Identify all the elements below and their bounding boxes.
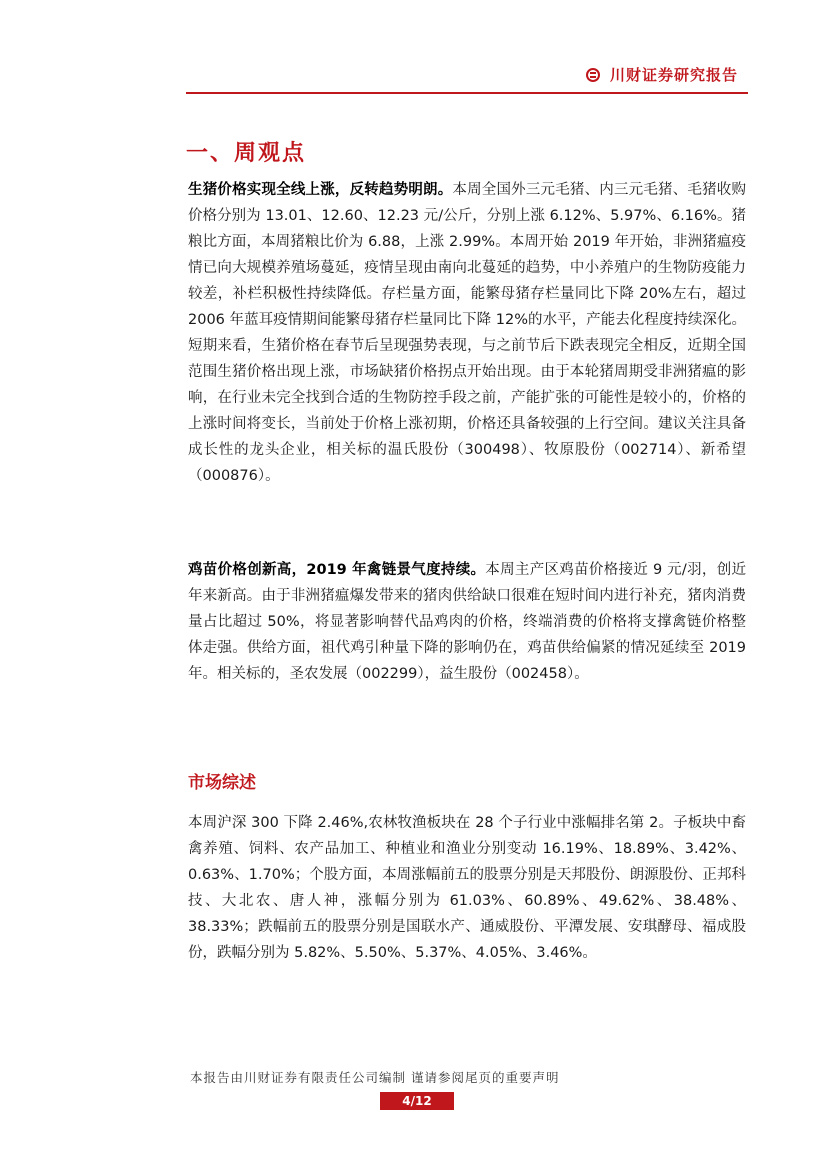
section-heading-market-overview: 市场综述 bbox=[188, 773, 256, 793]
paragraph-lead: 生猪价格实现全线上涨，反转趋势明朗。 bbox=[188, 182, 453, 198]
paragraph-chick-prices bbox=[188, 557, 746, 687]
header-title: 川财证券研究报告 bbox=[610, 66, 739, 84]
paragraph-hog-prices bbox=[188, 177, 746, 489]
paragraph-market-overview: 本周沪深 300 下降 2.46%,农林牧渔板块在 28 个子行业中涨幅排名第 2。子板块中畜禽养殖、饲料、农产品加工、种植业和渔业分别变动 16.19%、18.89%、3.42%、0.63%、1.70%；个股方面，本周涨幅前五的股票分别是天邦股份、朗源股份、正邦科技、大北农、唐人神，涨幅分别为 61.03%、60.89%、49.62%、38.48%、38.33%；跌幅前五的股票分别是国联水产、通威股份、平潭发展、安琪酵母、福成股份，跌幅分别为 5.82%、5.50%、5.37%、4.05%、3.46%。 bbox=[188, 815, 746, 961]
footer-disclaimer: 本报告由川财证券有限责任公司编制 谨请参阅尾页的重要声明 bbox=[190, 1070, 560, 1085]
section-heading-weekly-view: 一、周观点 bbox=[186, 141, 307, 166]
paragraph-body: 本周全国外三元毛猪、内三元毛猪、毛猪收购价格分别为 13.01、12.60、12.23 元/公斤，分别上涨 6.12%、5.97%、6.16%。猪粮比方面，本周猪粮比价为 6.88，上涨 2.99%。本周开始 2019 年开始，非洲猪瘟疫情已向大规模养殖场蔓延，疫情呈现由南向北蔓延的趋势，中小养殖户的生物防疫能力较差，补栏积极性持续降低。存栏量方面，能繁母猪存栏量同比下降 20%左右，超过 2006 年蓝耳疫情期间能繁母猪存栏量同比下降 12%的水平，产能去化程度持续深化。短期来看，生猪价格在春节后呈现强势表现，与之前节后下跌表现完全相反，近期全国范围生猪价格出现上涨，市场缺猪价格拐点开始出现。由于本轮猪周期受非洲猪瘟的影响，在行业未完全找到合适的生物防控手段之前，产能扩张的可能性是较小的，价格的上涨时间将变长，当前处于价格上涨初期，价格还具备较强的上行空间。建议关注具备成长性的龙头企业，相关标的温氏股份（300498）、牧原股份（002714）、新希望（000876）。 bbox=[188, 182, 746, 484]
report-header bbox=[186, 62, 746, 92]
page-number: 4/12 bbox=[380, 1092, 454, 1110]
paragraph-lead: 鸡苗价格创新高，2019 年禽链景气度持续。 bbox=[188, 562, 486, 578]
paragraph-body: 本周主产区鸡苗价格接近 9 元/羽，创近年来新高。由于非洲猪瘟爆发带来的猪肉供给缺口很难在短时间内进行补充，猪肉消费量占比超过 50%，将显著影响替代品鸡肉的价格，终端消费的价格将支撑禽链价格整体走强。供给方面，祖代鸡引种量下降的影响仍在，鸡苗供给偏紧的情况延续至 2019 年。相关标的，圣农发展（002299），益生股份（002458）。 bbox=[188, 562, 747, 682]
header-divider bbox=[186, 92, 748, 94]
company-logo-icon bbox=[586, 68, 600, 82]
